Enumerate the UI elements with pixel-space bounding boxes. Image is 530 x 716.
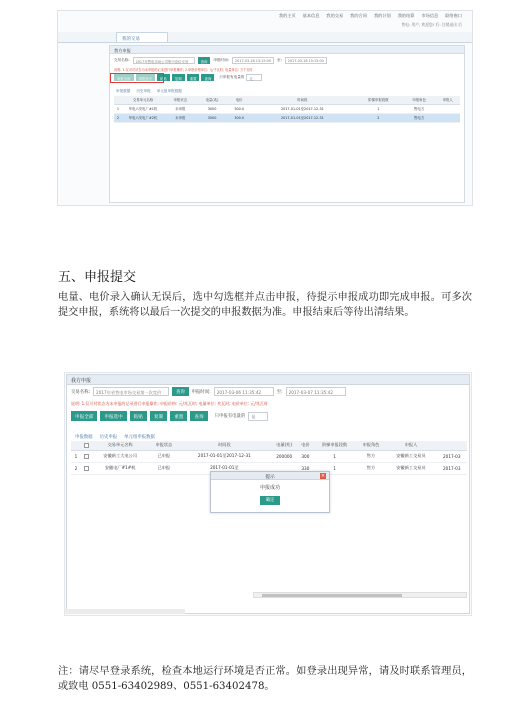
tab-my-trade[interactable]: 我的交易 [116, 32, 168, 42]
segments: 1 [313, 462, 357, 474]
query-form [114, 57, 327, 64]
role: 售方 [356, 450, 385, 462]
role: 售电方 [403, 113, 436, 122]
table-row[interactable] [71, 450, 467, 462]
reset-button[interactable]: 重置 [187, 74, 200, 81]
energy-cell[interactable]: 3000 [197, 104, 228, 113]
search-button[interactable]: 查询 [190, 411, 207, 421]
declare-note: 说明: 1.仅可对状态为未申报的记录进行申报操作; 申报价格: 元/兆瓦时; 电量单位: 兆瓦时; 电价单位: 元/兆瓦时 [71, 401, 268, 406]
segments: 1 [313, 450, 357, 462]
declare-all-button[interactable]: 申报全部 [71, 411, 97, 421]
declare-selected-button[interactable]: 申报选中 [100, 411, 126, 421]
unit-name: 安徽新工大电公司 [91, 450, 149, 462]
time-start-field[interactable]: 2017-03-18 13:15:00 [232, 57, 274, 64]
copy-button[interactable]: 复制 [150, 411, 167, 421]
nav-item-market-info[interactable]: 市场信息 [421, 13, 439, 18]
tab-history[interactable]: 历史申报 [99, 435, 118, 440]
footnote: 注：请尽早登录系统，检查本地运行环境是否正常。如登录出现异常，请及时联系管理员，或致电 0551-63402989、0551-63402478。 [58, 666, 472, 692]
col-period: 时间段 [178, 441, 270, 450]
col-energy: 电量(兆) [270, 441, 298, 450]
nav-item-my-trade[interactable]: 我的交易 [326, 13, 344, 18]
highlight-box [110, 73, 164, 83]
segments: 1 [354, 104, 403, 113]
row-index: 1 [71, 450, 81, 462]
paste-button[interactable]: 粘贴 [130, 411, 147, 421]
person [435, 113, 460, 122]
select-all-checkbox[interactable] [84, 443, 89, 448]
declare-time-label: 申报时间: [191, 389, 211, 395]
query-form [71, 387, 346, 396]
table-header-row [114, 96, 460, 104]
col-segments: 阶梯申报段数 [313, 441, 357, 450]
period: 2017-01-01至 [178, 462, 270, 474]
energy-cell[interactable]: 3500 [197, 113, 228, 122]
segments: 2 [354, 113, 403, 122]
period: 2017-01-01至2017-12-31 [251, 113, 354, 122]
row-index: 2 [71, 462, 81, 474]
col-checkbox[interactable] [81, 441, 91, 450]
filter-label: 只申报有电量的 [219, 75, 245, 79]
col-price: 电价 [227, 96, 250, 104]
nav-item-my-settlement[interactable]: 我的结算 [397, 13, 415, 18]
query-button[interactable]: 查询 [172, 387, 189, 396]
declare-note: 说明: 1.仅可对状态为未申报的记录进行申报操作; 2.申报价格单位: 元/千瓦时; 电量单位: 万千瓦时 [114, 68, 253, 72]
time-end-field[interactable]: 2017-03-18 15:15:00 [285, 57, 327, 64]
time-start-field[interactable]: 2017-03-06 11:35:42 [214, 387, 274, 396]
extra: 2017-03 [437, 462, 467, 474]
role: 售方 [356, 462, 385, 474]
trade-name-label: 交易名称: [114, 58, 130, 62]
horizontal-scrollbar[interactable] [253, 592, 467, 598]
to-label: 至: [276, 58, 282, 62]
tab-declare-data[interactable]: 申报数据 [116, 89, 131, 93]
col-unit-name: 交易单元名称 [91, 441, 149, 450]
panel-title: 我方申报 [110, 46, 464, 54]
query-button[interactable]: 查询 [198, 57, 211, 64]
trade-name-label: 交易名称: [71, 389, 91, 395]
tab-declare-data[interactable]: 申报数据 [75, 435, 93, 440]
screenshot-declare-page-2 [64, 372, 472, 616]
unit-name: 华电六安电厂#2机 [122, 113, 164, 122]
dialog-title: 提示 [265, 475, 275, 480]
section-title: 五、申报提交 [58, 270, 137, 285]
tab-unit-group[interactable]: 单元组申报数据 [156, 89, 182, 93]
tab-unit-group[interactable]: 单元组申报数据 [124, 435, 155, 440]
period: 2017-01-01至2017-12-31 [178, 450, 270, 462]
col-unit-name: 交易单元名称 [122, 96, 164, 104]
col-segments: 阶梯申报段数 [354, 96, 403, 104]
row-index: 1 [114, 104, 122, 113]
col-period: 时间段 [251, 96, 354, 104]
person: 安徽新工交易员 [386, 450, 437, 462]
declare-table [114, 96, 460, 123]
declare-table [71, 441, 467, 475]
sub-tabs [75, 434, 155, 440]
row-checkbox[interactable] [81, 462, 91, 474]
declare-time-label: 申报时间: [213, 58, 229, 62]
energy-cell[interactable]: 200000 [270, 450, 298, 462]
filter-label: 只申报有电量的 [214, 414, 246, 419]
declare-panel [66, 374, 470, 614]
trade-name-select[interactable]: 2017年省售电市场交易第一次竞价 [93, 387, 169, 396]
declare-panel [109, 45, 465, 203]
nav-item-contact[interactable]: 联络窗口 [445, 13, 462, 18]
scrollbar-thumb[interactable] [262, 594, 402, 597]
reset-button[interactable]: 重置 [170, 411, 187, 421]
confirm-button[interactable]: 确定 [260, 496, 280, 505]
action-buttons [71, 411, 268, 421]
filter-select[interactable]: 无 [246, 74, 262, 81]
price-cell[interactable]: 300.0 [227, 113, 250, 122]
table-row[interactable] [114, 104, 460, 113]
close-icon[interactable]: × [320, 473, 326, 479]
period: 2017-01-01至2017-12-31 [251, 104, 354, 113]
table-row[interactable] [114, 113, 460, 122]
tab-strip [58, 32, 472, 43]
col-price: 电价 [298, 441, 313, 450]
extra: 2017-03 [437, 450, 467, 462]
nav-item-my-plan[interactable]: 我的计划 [373, 13, 391, 18]
col-status: 申报状态 [164, 96, 197, 104]
price-cell[interactable]: 300.0 [227, 104, 250, 113]
col-role: 申报角色 [356, 441, 385, 450]
status: 已申报 [149, 462, 178, 474]
col-person: 申报人 [435, 96, 460, 104]
row-checkbox-box[interactable] [84, 466, 89, 471]
col-energy: 电量(兆) [197, 96, 228, 104]
sub-tabs [116, 89, 182, 94]
declare-selected-button[interactable]: 申报选中 [136, 74, 156, 81]
screenshot-declare-page-1 [57, 10, 473, 206]
unit-name: 华电六安电厂#1机 [122, 104, 164, 113]
table-header-row [71, 441, 467, 450]
status: 未申报 [164, 104, 197, 113]
top-navigation [279, 13, 462, 19]
section-paragraph: 电量、电价录入确认无误后，选中勾选框并点击申报，待提示申报成功即完成申报。可多次提交申报，系统将以最后一次提交的申报数据为准。申报结束后等待出清结果。 [58, 292, 472, 318]
to-label: 至: [276, 389, 283, 395]
person: 安徽新工交易员 [386, 462, 437, 474]
dialog-header [211, 472, 329, 480]
col-status: 申报状态 [149, 441, 178, 450]
col-role: 申报角色 [403, 96, 436, 104]
col-extra [437, 441, 467, 450]
copy-button[interactable]: 复制 [172, 74, 185, 81]
bottom-bar [65, 609, 185, 614]
nav-item-home[interactable]: 我的主页 [278, 13, 296, 18]
row-index: 2 [114, 113, 122, 122]
panel-title: 我方申报 [67, 375, 469, 385]
nav-item-basic-info[interactable]: 基本信息 [302, 13, 320, 18]
success-dialog [210, 471, 330, 513]
time-end-field[interactable]: 2017-03-07 11:35:42 [286, 387, 346, 396]
user-status: 售电: 用户, 欢迎您! 后: 注销退出 后 [401, 22, 462, 27]
unit-name: 安徽电厂#1#机 [91, 462, 149, 474]
declare-all-button[interactable]: 申报全部 [114, 74, 134, 81]
dialog-message: 申报成功 [259, 485, 280, 491]
status: 已申报 [149, 450, 178, 462]
nav-item-my-contract[interactable]: 我的合同 [350, 13, 367, 18]
person [435, 104, 460, 113]
col-index [114, 96, 122, 104]
row-checkbox-box[interactable] [84, 454, 89, 459]
price-cell[interactable]: 330 [298, 462, 313, 474]
col-index [71, 441, 81, 450]
status: 未申报 [164, 113, 197, 122]
col-person: 申报人 [386, 441, 437, 450]
price-cell[interactable]: 300 [298, 450, 313, 462]
paste-button[interactable]: 粘贴 [157, 74, 170, 81]
search-button[interactable]: 查询 [201, 74, 214, 81]
tab-history[interactable]: 历史申报 [136, 89, 151, 93]
filter-select[interactable]: 是 [248, 412, 268, 421]
trade-name-select[interactable]: 2017年售电市场公司集中竞价交易 [133, 57, 195, 64]
role: 售电方 [403, 104, 436, 113]
row-checkbox[interactable] [81, 450, 91, 462]
